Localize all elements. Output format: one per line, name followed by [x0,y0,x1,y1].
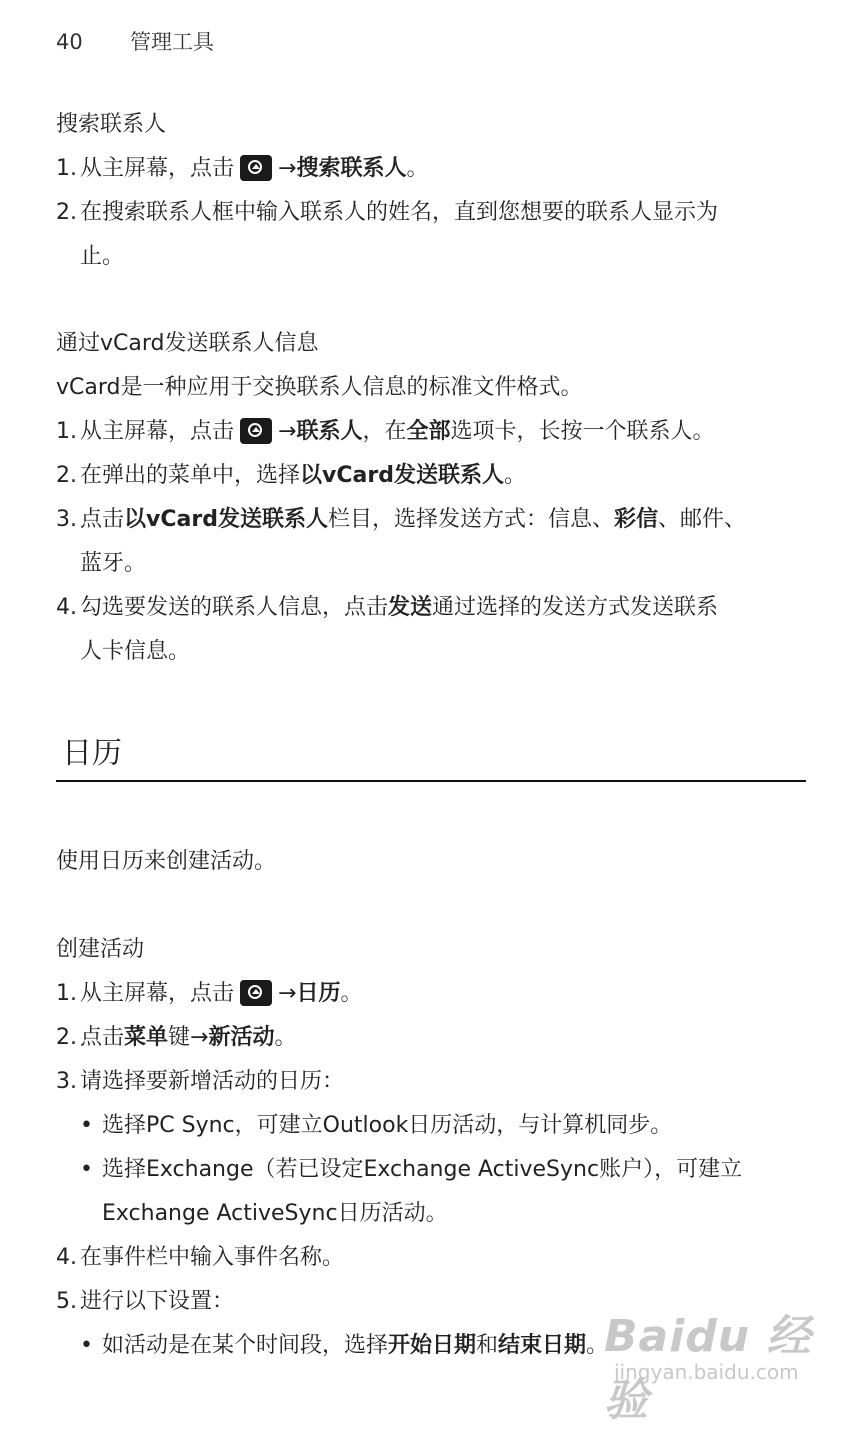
step-text: 点击 [80,507,125,532]
step-text: 。 [586,1333,609,1358]
calendar-step-3: 请选择要新增活动的日历： [80,1069,345,1094]
bullet-dot: • [80,1113,93,1138]
search-step-2-line2: 止。 [80,244,125,269]
step-bold-text: 日历 [296,981,341,1006]
step-text: 。 [340,981,363,1006]
arrow-glyph: → [278,156,297,181]
vcard-step-3-line2: 蓝牙。 [80,551,147,576]
calendar-step-1 [80,972,362,1016]
step-text: 从主屏幕，点击 [80,156,235,181]
step-text: 在弹出的菜单中，选择 [80,463,301,488]
step-number: 4. [56,595,77,620]
step-text: 选项卡，长按一个联系人。 [450,419,715,444]
vcard-step-1 [80,410,715,454]
step-bold-text: 联系人 [296,419,363,444]
calendar-heading: 日历 [62,736,122,771]
step-text: 从主屏幕，点击 [80,981,235,1006]
vcard-step-2 [80,454,526,498]
bullet-dot: • [80,1157,93,1182]
page-number: 40 [56,30,83,54]
step-number: 1. [56,419,77,444]
home-app-icon [240,980,272,1006]
step-bold-text: 全部 [406,419,451,444]
section-title: 管理工具 [130,30,214,54]
create-event-title: 创建活动 [56,937,145,962]
step-text: 通过选择的发送方式发送联系 [432,595,719,620]
step-bold-text: 以vCard发送联系人 [300,463,504,488]
step-text: 。 [503,463,526,488]
vcard-step-4 [80,586,718,630]
step-text: 。 [274,1025,297,1050]
step-number: 2. [56,200,77,225]
calendar-option-exchange: 选择Exchange（若已设定Exchange ActiveSync账户），可建立 [102,1157,743,1182]
step-text: 和 [476,1333,499,1358]
vcard-title: 通过vCard发送联系人信息 [56,331,319,356]
step-bold-text: 结束日期 [498,1333,587,1358]
calendar-option-exchange-line2: Exchange ActiveSync日历活动。 [102,1201,448,1226]
step-bold-text: 彩信 [613,507,658,532]
calendar-step-2 [80,1016,297,1060]
step-text: 键 [168,1025,191,1050]
step-bold-text: 开始日期 [388,1333,477,1358]
vcard-step-3 [80,498,746,542]
page-header [56,26,214,56]
calendar-step-5: 进行以下设置： [80,1289,235,1314]
step-number: 2. [56,463,77,488]
search-step-1 [80,147,428,191]
arrow-glyph: → [190,1025,209,1050]
watermark-url: jingyan.baidu.com [614,1360,799,1384]
search-step-2-line1: 在搜索联系人框中输入联系人的姓名，直到您想要的联系人显示为 [80,200,719,225]
calendar-option-time-range [102,1324,608,1368]
step-text: 、邮件、 [657,507,746,532]
step-bold-text: 菜单 [124,1025,169,1050]
step-bold-text: 搜索联系人 [296,156,407,181]
vcard-step-4-line2: 人卡信息。 [80,639,191,664]
calendar-option-pc-sync: 选择PC Sync，可建立Outlook日历活动，与计算机同步。 [102,1113,673,1138]
step-number: 1. [56,156,77,181]
step-bold-text: 新活动 [208,1025,275,1050]
search-contacts-title: 搜索联系人 [56,112,167,137]
step-bold-text: 发送 [388,595,433,620]
step-text: 从主屏幕，点击 [80,419,235,444]
step-number: 3. [56,507,77,532]
step-number: 1. [56,981,77,1006]
vcard-intro: vCard是一种应用于交换联系人信息的标准文件格式。 [56,375,583,400]
step-text: 栏目，选择发送方式：信息、 [327,507,614,532]
step-text: 如活动是在某个时间段，选择 [102,1333,389,1358]
bullet-dot: • [80,1333,93,1358]
arrow-glyph: → [278,419,297,444]
step-text: 点击 [80,1025,125,1050]
calendar-step-4: 在事件栏中输入事件名称。 [80,1245,345,1270]
step-number: 2. [56,1025,77,1050]
baidu-watermark [604,1300,814,1426]
calendar-intro: 使用日历来创建活动。 [56,849,277,874]
step-number: 4. [56,1245,77,1270]
step-text: 勾选要发送的联系人信息，点击 [80,595,389,620]
home-app-icon [240,155,272,181]
watermark-logo: Baidu 经验 [604,1311,812,1426]
step-number: 5. [56,1289,77,1314]
section-divider [56,780,806,782]
step-text: 。 [406,156,429,181]
arrow-glyph: → [278,981,297,1006]
step-bold-text: 以vCard发送联系人 [124,507,328,532]
step-text: ，在 [362,419,407,444]
step-number: 3. [56,1069,77,1094]
home-app-icon [240,418,272,444]
